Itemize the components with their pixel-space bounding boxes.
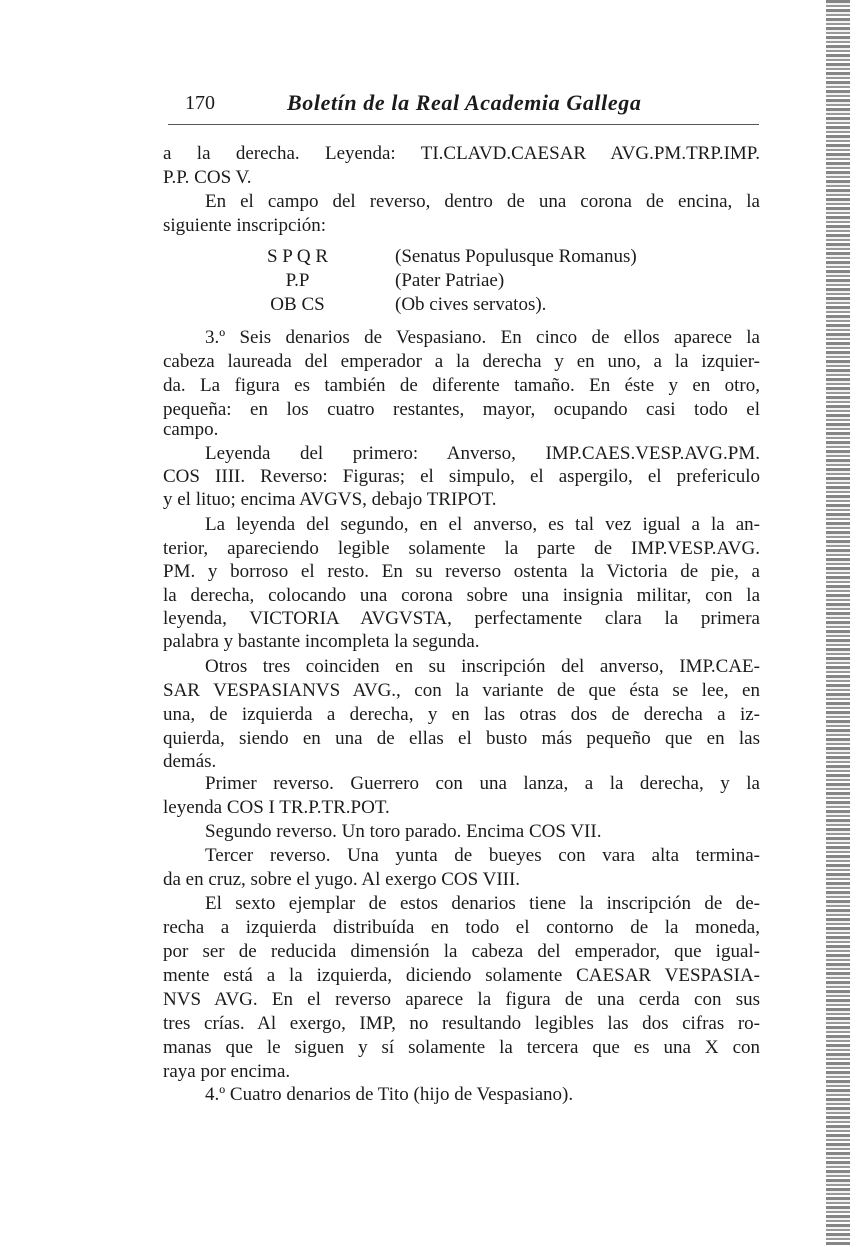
text-line: manas que le siguen y sí solamente la tercera que es una X con (163, 1037, 760, 1058)
text-line: da en cruz, sobre el yugo. Al exergo COS VIII. (163, 869, 521, 890)
text-line: recha a izquierda distribuída en todo el contorno de la moneda, (163, 917, 760, 938)
page-header (185, 90, 760, 120)
text-line: tres crías. Al exergo, IMP, no resultando legibles las dos cifras ro- (163, 1013, 760, 1034)
text-line: La leyenda del segundo, en el anverso, es tal vez igual a la an- (205, 514, 760, 535)
text-line: la derecha, colocando una corona sobre una insignia militar, con la (163, 585, 760, 606)
text-line: palabra y bastante incompleta la segunda. (163, 631, 480, 652)
text-line: quierda, siendo en una de ellas el busto más pequeño que en las (163, 728, 760, 749)
page-edge (826, 0, 850, 1245)
text-line: pequeña: en los cuatro restantes, mayor, ocupando casi todo el (163, 399, 760, 420)
header-rule (168, 124, 759, 125)
running-title: Boletín de la Real Academia Gallega (287, 90, 642, 115)
text-line: Tercer reverso. Una yunta de bueyes con vara alta termina- (205, 845, 760, 866)
text-line: Segundo reverso. Un toro parado. Encima COS VII. (205, 821, 602, 842)
text-line: mente está a la izquierda, diciendo solamente CAESAR VESPASIA- (163, 965, 760, 986)
text-line: Leyenda del primero: Anverso, IMP.CAES.VESP.AVG.PM. (205, 443, 760, 464)
inscription-gloss: (Senatus Populusque Romanus) (395, 246, 637, 267)
text-line: COS IIII. Reverso: Figuras; el simpulo, el aspergilo, el prefericulo (163, 466, 760, 487)
text-line: cabeza laureada del emperador a la derecha y en uno, a la izquier- (163, 351, 760, 372)
text-line: 3.º Seis denarios de Vespasiano. En cinco de ellos aparece la (205, 327, 760, 348)
inscription-gloss: (Ob cives servatos). (395, 294, 547, 315)
text-line: una, de izquierda a derecha, y en las otras dos de derecha a iz- (163, 704, 760, 725)
inscription-latin: S P Q R (266, 246, 329, 267)
section-heading: 4.º Cuatro denarios de Tito (hijo de Vespasiano). (205, 1084, 574, 1105)
text-line: por ser de reducida dimensión la cabeza del emperador, que igual- (163, 941, 760, 962)
text-line: raya por encima. (163, 1061, 291, 1082)
text-line: PM. y borroso el resto. En su reverso ostenta la Victoria de pie, a (163, 561, 760, 582)
text-line: SAR VESPASIANVS AVG., con la variante de que ésta se lee, en (163, 680, 760, 701)
text-line: El sexto ejemplar de estos denarios tiene la inscripción de de- (205, 893, 760, 914)
text-line: y el lituo; encima AVGVS, debajo TRIPOT. (163, 489, 497, 510)
text-line: siguiente inscripción: (163, 215, 327, 236)
text-line: terior, apareciendo legible solamente la parte de IMP.VESP.AVG. (163, 538, 760, 559)
text-line: leyenda COS I TR.P.TR.POT. (163, 797, 390, 818)
text-line: demás. (163, 751, 217, 772)
inscription-latin: OB CS (270, 294, 325, 315)
inscription-latin: P.P (285, 270, 310, 291)
text-line: P.P. COS V. (163, 167, 252, 188)
inscription-gloss: (Pater Patriae) (395, 270, 505, 291)
text-line: da. La figura es también de diferente tamaño. En éste y en otro, (163, 375, 760, 396)
text-line: Otros tres coinciden en su inscripción del anverso, IMP.CAE- (205, 656, 760, 677)
text-line: Primer reverso. Guerrero con una lanza, a la derecha, y la (205, 773, 760, 794)
page-number: 170 (185, 92, 215, 114)
text-line: En el campo del reverso, dentro de una corona de encina, la (205, 191, 760, 212)
text-line: campo. (163, 419, 219, 440)
text-line: NVS AVG. En el reverso aparece la figura de una cerda con sus (163, 989, 760, 1010)
text-line: leyenda, VICTORIA AVGVSTA, perfectamente clara la primera (163, 608, 760, 629)
text-line: a la derecha. Leyenda: TI.CLAVD.CAESAR AVG.PM.TRP.IMP. (163, 143, 760, 164)
